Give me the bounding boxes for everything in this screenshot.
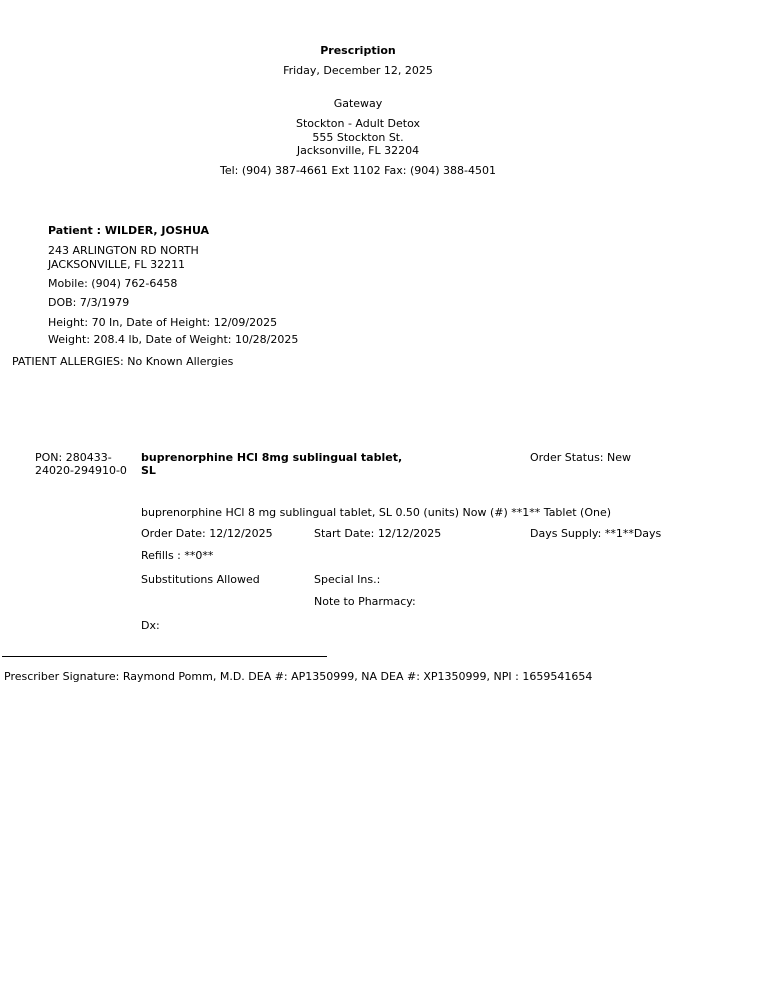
sig-line: buprenorphine HCl 8 mg sublingual tablet, SL 0.50 (units) Now (#) **1** Tablet (One): [141, 506, 612, 519]
prescriber-signature: Prescriber Signature: Raymond Pomm, M.D. DEA #: AP1350999, NA DEA #: XP1350999, NPI : 1659541654: [4, 670, 593, 683]
pon-line2: 24020-294910-0: [35, 464, 127, 477]
patient-dob: DOB: 7/3/1979: [48, 296, 130, 309]
patient-weight: Weight: 208.4 lb, Date of Weight: 10/28/2025: [48, 333, 299, 346]
patient-height: Height: 70 In, Date of Height: 12/09/2025: [48, 316, 278, 329]
drug-name-line1: buprenorphine HCl 8mg sublingual tablet,: [141, 451, 403, 464]
patient-address-line1: 243 ARLINGTON RD NORTH: [48, 244, 199, 257]
prescription-date: Friday, December 12, 2025: [283, 64, 433, 77]
prescription-title: Prescription: [320, 44, 396, 57]
facility-name: Stockton - Adult Detox: [295, 117, 421, 130]
facility-street: 555 Stockton St.: [312, 131, 404, 144]
days-supply: Days Supply: **1**Days: [530, 527, 662, 540]
facility-city-state-zip: Jacksonville, FL 32204: [296, 144, 420, 157]
note-to-pharmacy: Note to Pharmacy:: [314, 595, 416, 608]
organization-name: Gateway: [333, 97, 383, 110]
start-date: Start Date: 12/12/2025: [314, 527, 442, 540]
order-date: Order Date: 12/12/2025: [141, 527, 273, 540]
patient-address-line2: JACKSONVILLE, FL 32211: [48, 258, 186, 271]
diagnosis: Dx:: [141, 619, 160, 632]
substitutions: Substitutions Allowed: [141, 573, 260, 586]
pon-line1: PON: 280433-: [35, 451, 112, 464]
refills: Refills : **0**: [141, 549, 214, 562]
order-status: Order Status: New: [530, 451, 632, 464]
drug-name-line2: SL: [141, 464, 156, 477]
special-instructions: Special Ins.:: [314, 573, 381, 586]
patient-mobile: Mobile: (904) 762-6458: [48, 277, 178, 290]
signature-rule: [2, 656, 327, 657]
patient-name: Patient : WILDER, JOSHUA: [48, 224, 210, 237]
facility-phone-fax: Tel: (904) 387-4661 Ext 1102 Fax: (904) 388-4501: [220, 164, 496, 177]
patient-allergies: PATIENT ALLERGIES: No Known Allergies: [12, 355, 234, 368]
